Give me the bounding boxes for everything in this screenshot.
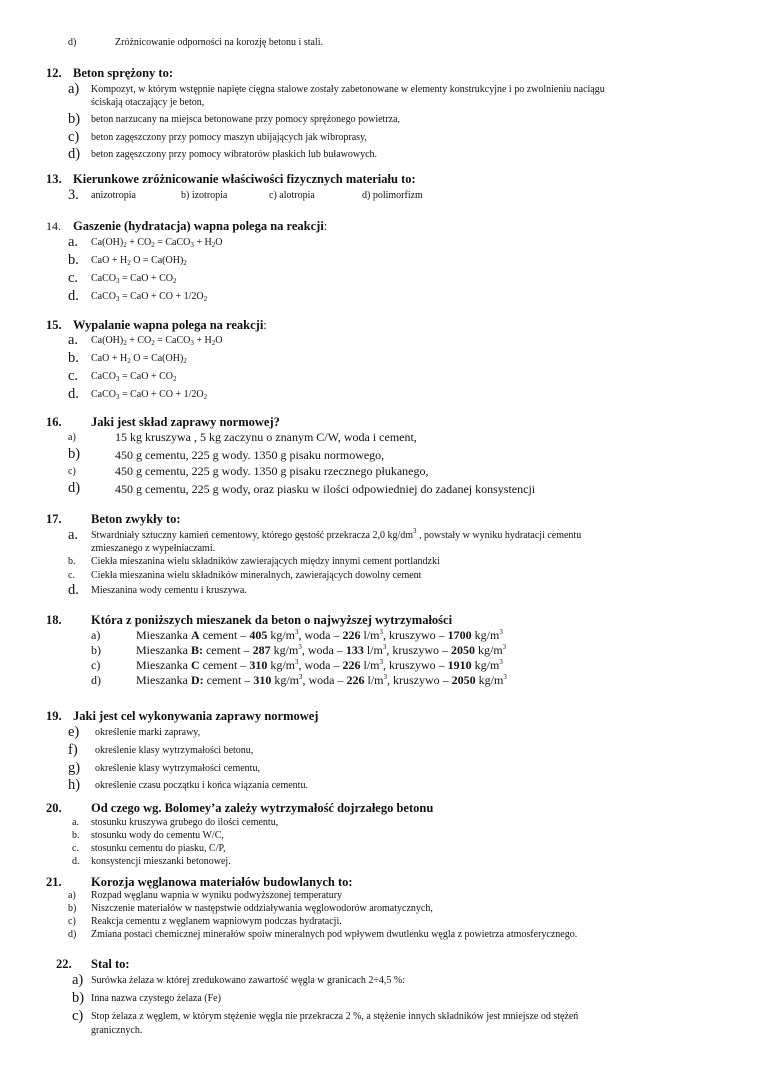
q18-mix-name: C [190, 658, 200, 672]
q15-a-formula: $Ca(OH)_2 + CO_2$ = CaCO$_3$ + $H_2O$ [91, 335, 223, 347]
q18-woda-value: 226 [342, 658, 361, 672]
q22-number: 22. [56, 957, 72, 971]
q20-b-letter: b. [72, 830, 80, 841]
q18-kruszywo-unit: kg/m [475, 643, 503, 657]
q22-title: Stal to: [91, 957, 130, 971]
q16-number: 16. [46, 415, 62, 429]
q21-d-text: Zmiana postaci chemicznej minerałów spoiw mineralnych pod wpływem dwutlenku węgla z powietrza atmosferycznego. [91, 929, 578, 940]
q14-d-letter: d. [68, 288, 79, 304]
q18-cement-unit: kg/m [271, 673, 299, 687]
q18-kruszywo-unit-sup: 3 [502, 643, 507, 651]
q18-mix-name: A [190, 628, 200, 642]
q15-number: 15. [46, 318, 62, 332]
q18-mix-label: Mieszanka [136, 628, 191, 642]
q20-d-text: konsystencji mieszanki betonowej. [91, 856, 231, 867]
q19-f-text: określenie klasy wytrzymałości betonu, [95, 745, 254, 756]
q18-cement-value: 287 [252, 643, 271, 657]
q12-b-letter: b) [68, 111, 81, 127]
q18-cement-unit: kg/m [267, 628, 295, 642]
q18-row-letter: a) [91, 628, 101, 642]
q21-c-text: Reakcja cementu z węglanem wapniowym podczas hydratacji. [91, 916, 342, 927]
q13-number: 13. [46, 172, 62, 186]
q18-woda-unit: l/m [363, 643, 383, 657]
q21-a-text: Rozpad węglanu wapnia w wyniku podwyższonej temperatury [91, 890, 343, 901]
q16-a-letter: a) [68, 432, 76, 443]
q14-d-formula: CaCO$_3$ = CaO + CO + $1/2O_2$ [91, 291, 208, 303]
q18-kruszywo-label: , kruszywo – [387, 673, 452, 687]
q15-title-text: Wypalanie wapna polega na reakcji [73, 318, 264, 332]
q18-row-text [136, 674, 507, 686]
q18-cement-label: cement – [199, 658, 250, 672]
q18-woda-unit: l/m [364, 673, 384, 687]
q22-c-text: Stop żelaza z węglem, w którym stężenie węgla nie przekracza 2 %, a stężenie innych składników jest mniejsze od stężeń [91, 1011, 579, 1022]
q18-kruszywo-unit: kg/m [471, 628, 500, 642]
q16-c-text: 450 g cementu, 225 g wody. 1350 g pisaku rzecznego płukanego, [115, 464, 429, 478]
q19-number: 19. [46, 709, 62, 723]
q19-e-letter: e) [68, 724, 80, 740]
q18-woda-label: , woda – [301, 643, 346, 657]
q18-cement-unit-sup: 3 [298, 673, 303, 681]
q18-mix-name: B: [190, 643, 203, 657]
q17-b-text: Ciekła mieszanina wielu składników zawierających między innymi cement portlandzki [91, 556, 440, 567]
q22-c-text-cont: granicznych. [91, 1025, 143, 1036]
q18-kruszywo-unit-sup: 3 [499, 628, 503, 636]
q17-a-text-part2: , powstały w wyniku hydratacji cementu [416, 530, 582, 541]
q18-kruszywo-unit: kg/m [471, 658, 500, 672]
q12-title: Beton sprężony to: [73, 66, 173, 80]
q14-a-formula: $Ca(OH)_2 + CO_2$ = CaCO$_3$ + $H_2O$ [91, 237, 223, 249]
q21-c-letter: c) [68, 916, 76, 927]
q14-a-letter: a. [68, 234, 79, 250]
q18-cement-value: 310 [249, 658, 268, 672]
q18-cement-value: 405 [249, 628, 268, 642]
q18-woda-value: 226 [342, 628, 361, 642]
q18-row-text [136, 659, 503, 671]
q15-title [73, 319, 267, 332]
q21-a-letter: a) [68, 890, 76, 901]
q12-c-letter: c) [68, 129, 80, 145]
q21-number: 21. [46, 875, 62, 889]
q16-d-text: 450 g cementu, 225 g wody, oraz piasku w ilości odpowiedniej do zadanej konsystencji [115, 482, 536, 496]
q12-c-text: beton zagęszczony przy pomocy maszyn ubijających jak wibroprasy, [91, 132, 367, 143]
q20-c-text: stosunku cementu do piasku, C/P, [91, 843, 226, 854]
q18-woda-label: , woda – [298, 628, 343, 642]
q19-g-letter: g) [68, 760, 81, 776]
q18-woda-value: 133 [345, 643, 364, 657]
q18-mix-label: Mieszanka [136, 673, 191, 687]
q17-a-text-part1: Stwardniały sztuczny kamień cementowy, którego gęstość przekracza 2,0 kg/dm [91, 530, 414, 541]
q18-kruszywo-value: 1910 [447, 658, 472, 672]
q18-title: Która z poniższych mieszanek da beton o najwyższej wytrzymałości [91, 613, 453, 627]
q13-d-option: d) polimorfizm [362, 190, 423, 201]
q18-kruszywo-label: , kruszywo – [383, 628, 448, 642]
q18-kruszywo-label: , kruszywo – [383, 658, 448, 672]
q18-mix-label: Mieszanka [136, 658, 191, 672]
q18-cement-value: 310 [253, 673, 272, 687]
q14-title-text: Gaszenie (hydratacja) wapna polega na reakcji [73, 219, 324, 233]
q22-b-text: Inna nazwa czystego żelaza (Fe) [91, 993, 221, 1004]
q18-kruszywo-value: 2050 [451, 673, 476, 687]
q12-b-text: beton narzucany na miejsca betonowane przy pomocy sprężonego powietrza, [91, 114, 401, 125]
q21-d-letter: d) [68, 929, 77, 940]
q13-c-option: c) alotropia [269, 190, 315, 201]
q19-h-text: określenie czasu początku i końca wiązania cementu. [95, 780, 308, 791]
q15-d-letter: d. [68, 386, 79, 402]
q17-d-letter: d. [68, 582, 79, 598]
q19-e-text: określenie marki zaprawy, [95, 727, 201, 738]
q19-g-text: określenie klasy wytrzymałości cementu, [95, 763, 260, 774]
q22-a-letter: a) [72, 972, 84, 988]
q20-number: 20. [46, 801, 62, 815]
q18-cement-unit: kg/m [270, 643, 299, 657]
q13-a-text: anizotropia [91, 190, 136, 201]
q18-kruszywo-unit-sup: 3 [503, 673, 507, 681]
q17-a-sup: 3 [413, 527, 417, 535]
q17-b-letter: b. [68, 556, 76, 567]
q13-a-letter: 3. [68, 187, 79, 203]
q18-mix-label: Mieszanka [136, 643, 191, 657]
q18-woda-unit-sup: 3 [379, 658, 383, 666]
q18-row-text [136, 629, 503, 641]
q20-title: Od czego wg. Bolomey’a zależy wytrzymałość dojrzałego betonu [91, 801, 434, 815]
q15-a-letter: a. [68, 332, 79, 348]
q18-kruszywo-unit: kg/m [475, 673, 504, 687]
q21-b-text: Niszczenie materiałów w następstwie oddziaływania węglowodorów aromatycznych, [91, 903, 433, 914]
q14-title-colon: : [323, 219, 328, 233]
q16-title: Jaki jest skład zaprawy normowej? [91, 415, 280, 429]
q15-c-letter: c. [68, 368, 79, 384]
q18-woda-unit-sup: 3 [383, 673, 387, 681]
q18-woda-label: , woda – [302, 673, 347, 687]
q20-a-text: stosunku kruszywa grubego do ilości cementu, [91, 817, 279, 828]
q18-woda-unit-sup: 3 [379, 628, 383, 636]
q22-c-letter: c) [72, 1008, 84, 1024]
q19-title: Jaki jest cel wykonywania zaprawy normowej [73, 709, 319, 723]
q18-woda-unit: l/m [360, 658, 380, 672]
q18-row-letter: b) [91, 643, 101, 657]
q18-woda-unit-sup: 3 [382, 643, 387, 651]
q12-d-letter: d) [68, 146, 81, 162]
q18-cement-unit: kg/m [267, 658, 295, 672]
q17-c-text: Ciekła mieszanina wielu składników mineralnych, zawierających dowolny cement [91, 570, 422, 581]
q18-cement-label: cement – [199, 628, 250, 642]
q19-h-letter: h) [68, 777, 81, 793]
q16-b-text: 450 g cementu, 225 g wody. 1350 g pisaku normowego, [115, 448, 385, 462]
q18-row-letter: c) [91, 658, 101, 672]
q14-b-letter: b. [68, 252, 79, 268]
q15-b-formula: CaO + $H_2$ $O = Ca(OH)_2$ [91, 353, 187, 365]
q16-d-letter: d) [68, 480, 81, 496]
q18-kruszywo-value: 2050 [451, 643, 475, 657]
q14-b-formula: CaO + $H_2$ $O = Ca(OH)_2$ [91, 255, 187, 267]
q18-row-letter: d) [91, 673, 101, 687]
q13-title: Kierunkowe zróżnicowanie właściwości fizycznych materiału to: [73, 172, 416, 186]
q16-c-letter: c) [68, 466, 76, 477]
q17-c-letter: c. [68, 570, 75, 581]
q14-title [73, 220, 327, 233]
q20-c-letter: c. [72, 843, 79, 854]
q12-a-letter: a) [68, 81, 80, 97]
q18-mix-name: D: [190, 673, 204, 687]
q18-row-text [136, 644, 506, 656]
q15-b-letter: b. [68, 350, 79, 366]
q18-kruszywo-unit-sup: 3 [499, 658, 503, 666]
q17-number: 17. [46, 512, 62, 526]
q21-b-letter: b) [68, 903, 77, 914]
q16-a-text: 15 kg kruszywa , 5 kg zaczynu o znanym C/W, woda i cement, [115, 430, 417, 444]
q22-b-letter: b) [72, 990, 85, 1006]
q12-d-text: beton zagęszczony przy pomocy wibratorów płaskich lub buławowych. [91, 149, 378, 160]
q16-b-letter: b) [68, 446, 81, 462]
q20-d-letter: d. [72, 856, 80, 867]
q22-a-text: Surówka żelaza w której zredukowano zawartość węgla w granicach 2÷4,5 %: [91, 975, 405, 986]
q12-a-text-cont: ściskają otaczający je beton, [91, 97, 205, 108]
q18-woda-label: , woda – [298, 658, 343, 672]
q17-a-text-cont: zmieszanego z wypełniaczami. [91, 543, 216, 554]
q18-cement-label: cement – [202, 643, 253, 657]
q15-c-formula: CaCO$_3$ = CaO + $CO_2$ [91, 371, 177, 383]
q17-a-letter: a. [68, 527, 79, 543]
q17-d-text: Mieszanina wody cementu i kruszywa. [91, 585, 247, 596]
q15-d-formula: CaCO$_3$ = CaO + CO + $1/2O_2$ [91, 389, 208, 401]
q21-title: Korozja węglanowa materiałów budowlanych to: [91, 875, 353, 889]
q18-kruszywo-label: , kruszywo – [386, 643, 451, 657]
q12-number: 12. [46, 66, 62, 80]
q11-d-letter: d) [68, 37, 77, 48]
q20-b-text: stosunku wody do cementu W/C, [91, 830, 224, 841]
q17-a-text [91, 527, 582, 541]
q18-number: 18. [46, 613, 62, 627]
q11-d-text: Zróżnicowanie odporności na korozję betonu i stali. [115, 37, 323, 48]
q14-c-letter: c. [68, 270, 79, 286]
q17-title: Beton zwykły to: [91, 512, 181, 526]
q18-kruszywo-value: 1700 [447, 628, 472, 642]
q14-c-formula: CaCO$_3$ = CaO + $CO_2$ [91, 273, 177, 285]
q20-a-letter: a. [72, 817, 79, 828]
q14-number: 14. [46, 219, 61, 233]
q12-a-text: Kompozyt, w którym wstępnie napięte cięgna stalowe zostały zabetonowane w elementy konstrukcyjne i po zwolnieniu naciągu [91, 84, 605, 95]
q18-woda-unit: l/m [360, 628, 380, 642]
q15-title-colon: : [263, 318, 267, 332]
q19-f-letter: f) [68, 742, 78, 758]
q18-cement-label: cement – [203, 673, 254, 687]
q18-cement-unit-sup: 3 [294, 658, 299, 666]
q13-b-option: b) izotropia [181, 190, 228, 201]
q18-cement-unit-sup: 3 [298, 643, 302, 651]
q18-cement-unit-sup: 3 [294, 628, 299, 636]
q18-woda-value: 226 [346, 673, 365, 687]
